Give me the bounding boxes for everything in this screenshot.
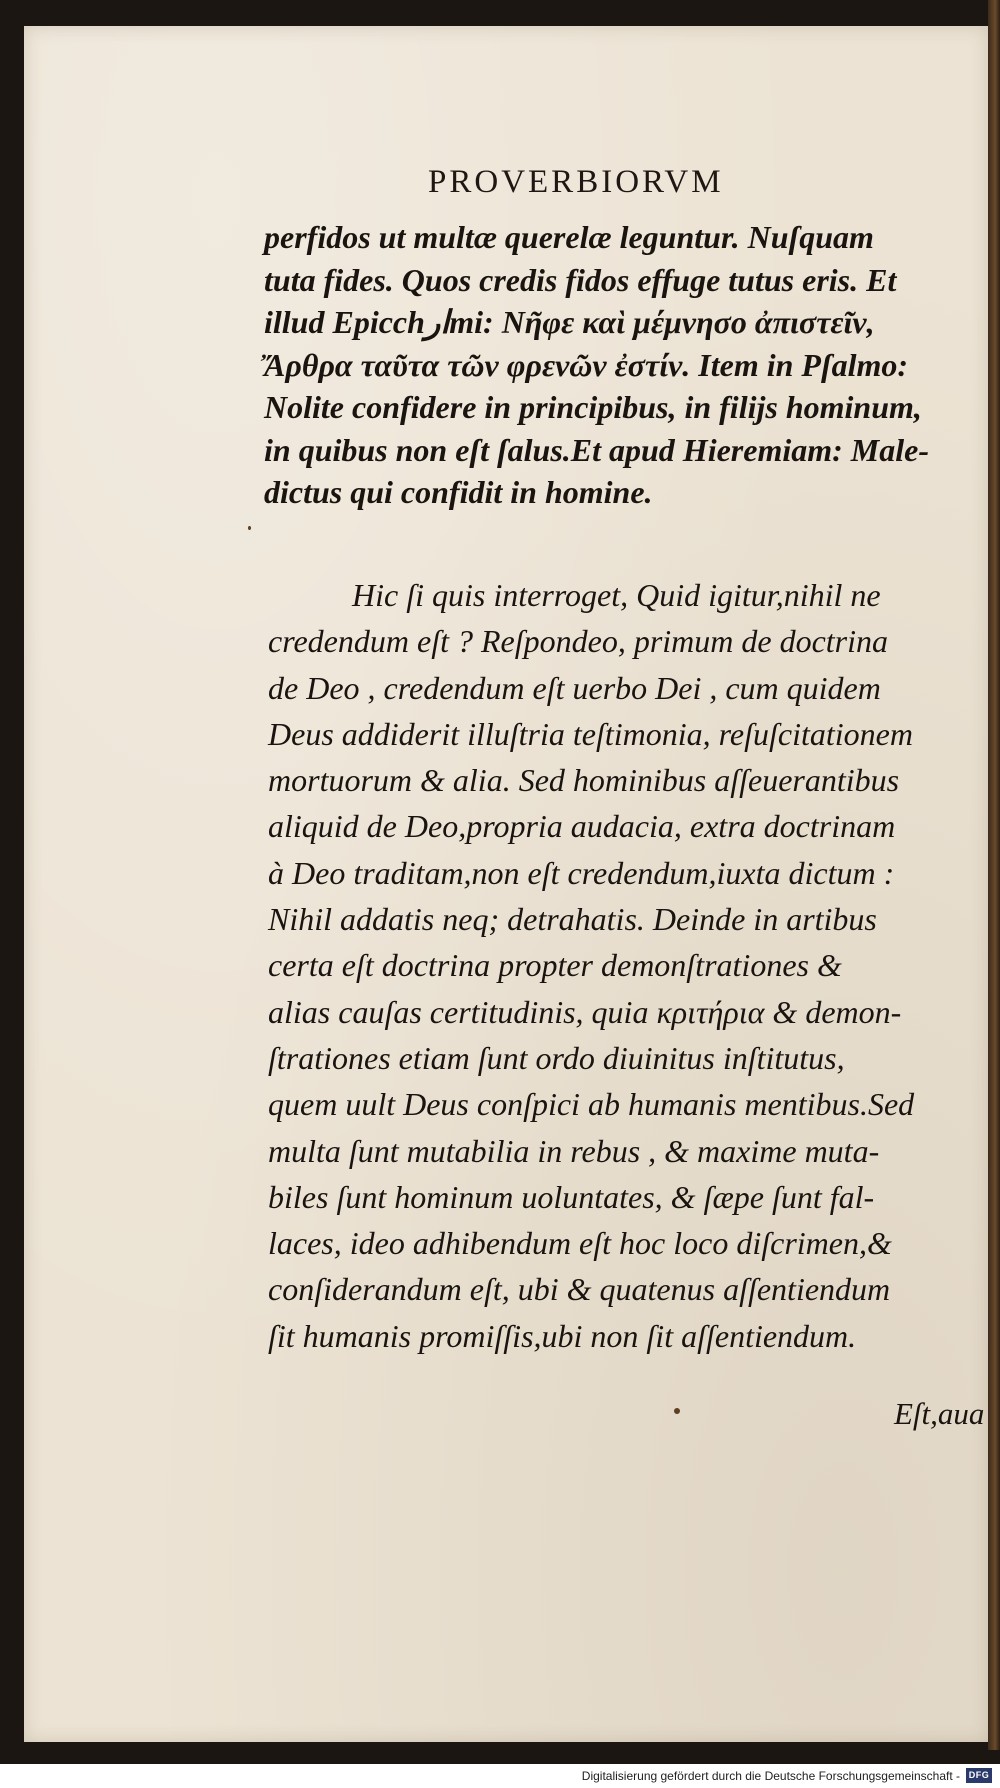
digitization-footer — [0, 1764, 1000, 1788]
text-line: dictus qui confidit in homine. — [264, 474, 653, 510]
text-line: certa eſt doctrina propter demonſtrationes & — [268, 947, 842, 984]
paragraph-2 — [268, 572, 1000, 1359]
text-line: conſiderandum eſt, ubi & quatenus aſſentiendum — [268, 1271, 891, 1308]
text-line: à Deo traditam,non eſt credendum,iuxta dictum : — [268, 854, 895, 891]
text-line: in quibus non eſt ſalus.Et apud Hieremiam: Male- — [264, 431, 929, 468]
text-line: Ἄρθρα ταῦτα τῶν φρενῶν ἐστίν. Item in Pſalmo: — [264, 346, 909, 383]
text-line: Nihil addatis neq; detrahatis. Deinde in artibus — [268, 901, 877, 938]
text-line: perfidos ut multæ querelæ leguntur. Nuſquam — [264, 219, 874, 255]
text-line: alias cauſas certitudinis, quia κριτήρια & demon- — [268, 993, 902, 1030]
ink-speck — [674, 1408, 680, 1414]
text-line: Nolite confidere in principibus, in filijs hominum, — [264, 389, 922, 425]
text-line: tuta fides. Quos credis fidos effuge tutus eris. Et — [264, 261, 897, 298]
ink-speck — [248, 526, 251, 530]
text-line: quem uult Deus conſpici ab humanis mentibus.Sed — [268, 1086, 915, 1123]
text-line: multa ſunt mutabilia in rebus , & maxime muta- — [268, 1132, 880, 1169]
text-line: ſtrationes etiam ſunt ordo diuinitus inſtitutus, — [268, 1039, 845, 1076]
text-line: illud Epicchارmi: Νῆφε καὶ μέμνησο ἀπιστεῖν, — [264, 304, 875, 340]
text-line: Deus addiderit illuſtria teſtimonia, reſuſcitationem — [268, 715, 913, 752]
catchword: Eſt,aua — [894, 1396, 985, 1431]
text-line: biles ſunt hominum uoluntates, & ſæpe ſunt fal- — [268, 1178, 875, 1215]
footer-credit: Digitalisierung gefördert durch die Deutsche Forschungsgemeinschaft - — [581, 1769, 960, 1783]
text-line: Hic ſi quis interroget, Quid igitur,nihil ne — [352, 577, 881, 613]
text-line: mortuorum & alia. Sed hominibus aſſeuerantibus — [268, 762, 900, 799]
text-line: de Deo , credendum eſt uerbo Dei , cum quidem — [268, 669, 881, 706]
text-line: credendum eſt ? Reſpondeo, primum de doctrina — [268, 623, 889, 660]
dfg-logo: DFG — [966, 1768, 992, 1783]
text-line: laces, ideo adhibendum eſt hoc loco diſcrimen,& — [268, 1225, 892, 1262]
book-page — [24, 26, 988, 1742]
paragraph-1 — [264, 216, 984, 514]
text-line: ſit humanis promiſſis,ubi non ſit aſſentiendum. — [268, 1317, 857, 1354]
running-head: PROVERBIORVM — [428, 164, 724, 200]
text-line: aliquid de Deo,propria audacia, extra doctrinam — [268, 808, 896, 845]
